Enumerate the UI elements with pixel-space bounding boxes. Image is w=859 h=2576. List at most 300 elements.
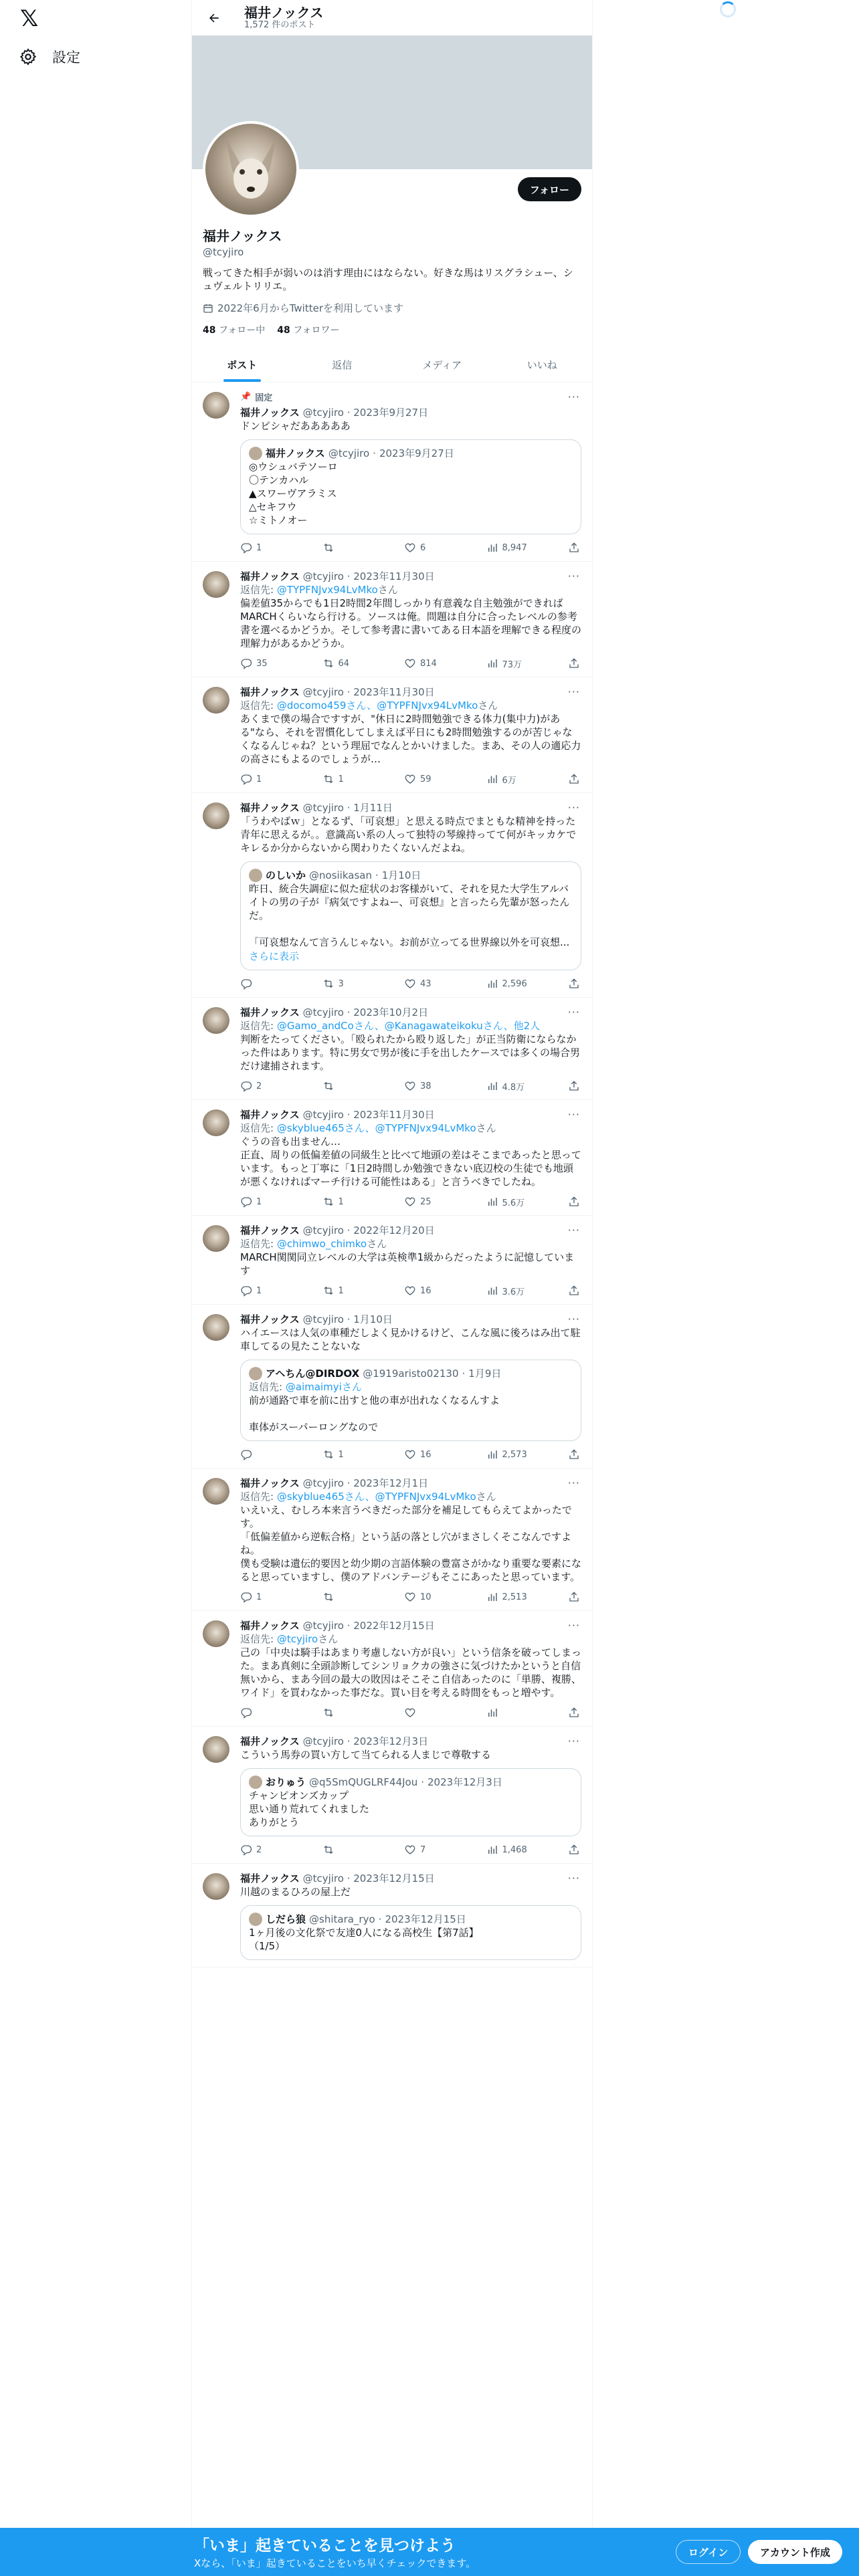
like-button[interactable] [404,1843,451,1856]
retweet-icon [322,773,335,785]
views-count: 4.8万 [502,1082,525,1093]
tweet-author-name[interactable]: 福井ノックス [240,1620,300,1632]
quoted-avatar [249,1913,262,1926]
retweet-button[interactable] [322,977,369,990]
reply-count: 1 [256,542,262,553]
rt-count: 1 [338,1449,344,1460]
rt-count: 1 [338,1196,344,1207]
follow-stats [203,323,581,336]
pin-icon: 📌 [240,392,252,402]
quoted-author-name: のしいか [266,869,306,881]
reply-to-line: 返信先: @docomo459さん、@TYPFNJvx94LvMkoさん [240,700,498,712]
share-button[interactable] [568,772,581,786]
share-icon [568,1707,580,1719]
banner-headline: 「いま」起きていることを見つけよう [194,2537,456,2555]
heart-icon [404,1707,416,1719]
retweet-icon [322,1080,335,1092]
tweet-avatar[interactable] [203,392,229,419]
views-chart-icon [486,657,498,669]
quoted-author-handle: @shitara_ryo [309,1913,375,1925]
more-options-icon[interactable]: ··· [567,1006,580,1018]
quoted-author-handle: @nosiikasan [309,869,372,881]
reply-count: 1 [256,1285,262,1296]
views-button[interactable] [486,1284,533,1297]
reply-button[interactable] [240,657,287,670]
views-chart-icon [486,1707,498,1719]
tweet-author-handle[interactable]: @tcyjiro [302,570,344,582]
more-options-icon[interactable]: ··· [567,1224,580,1237]
heart-icon [404,1080,416,1092]
views-count: 5.6万 [502,1198,525,1208]
reply-button[interactable] [240,1843,287,1856]
heart-icon [404,1196,416,1208]
share-button[interactable] [568,1284,581,1297]
share-button[interactable] [568,1195,581,1208]
quoted-reply-to: 返信先: @aimaimyiさん [249,1381,362,1393]
quoted-tweet[interactable] [240,439,581,534]
tweet-author-name[interactable]: 福井ノックス [240,570,300,582]
tweet-text: ぐうの音も出ません… 正直、周りの低偏差値の同級生と比べて地頭の差はそこまであったと思っています。もっと丁寧に「1日2時間しか勉強できない底辺校の生徒でも地頭が悪くなければマーチ行ける可能性はある」と言うべきでしたね。 [240,1136,581,1188]
tweet[interactable] [192,383,592,562]
like-button[interactable] [404,1284,451,1297]
reply-icon [240,1285,252,1297]
views-count: 3.6万 [502,1287,525,1297]
retweet-button[interactable] [322,541,369,554]
quoted-date: 1月9日 [468,1368,502,1380]
tweet-text: あくまで僕の場合ですすが、"休日に2時間勉強できる体力(集中力)がある"なら、それを習慣化してしまえば平日にも2時間勉強するのが苦じゃなくなるんじゃね？という理屈でなんとかいけました。まあ、その人の適応力の高さにもよるのでしょうが… [240,713,581,765]
more-options-icon[interactable]: ··· [567,1108,580,1121]
more-options-icon[interactable]: ··· [567,1735,580,1747]
retweet-icon [322,542,335,554]
tweet-avatar[interactable] [203,1736,229,1763]
reply-icon [240,657,252,669]
retweet-icon [322,1448,335,1461]
share-icon [568,978,580,990]
quoted-date: 2023年9月27日 [379,447,454,459]
more-options-icon[interactable]: ··· [567,1313,580,1325]
tweet-meta: 福井ノックス @tcyjiro · 1月11日 [240,802,393,814]
retweet-button[interactable] [322,657,369,670]
reply-count: 35 [256,658,268,669]
heart-icon [404,542,416,554]
like-button[interactable] [404,657,451,670]
tweet-author-name[interactable]: 福井ノックス [240,1477,300,1489]
tab-media[interactable]: メディア [422,358,462,371]
share-icon [568,1591,580,1603]
like-button[interactable] [404,1448,451,1461]
tweet-avatar[interactable] [203,1873,229,1900]
retweet-icon [322,978,335,990]
like-count: 43 [420,978,432,989]
tweet-avatar[interactable] [203,571,229,598]
quoted-date: 1月10日 [381,869,421,881]
tweet-date[interactable]: 2023年11月30日 [353,570,435,582]
retweet-icon [322,1285,335,1297]
quoted-tweet[interactable] [240,861,581,970]
share-icon [568,1080,580,1092]
like-button[interactable] [404,1590,451,1604]
tweet-actions [240,1706,581,1719]
like-button[interactable] [404,1195,451,1208]
like-button[interactable] [404,977,451,990]
tweet[interactable] [192,1305,592,1469]
quoted-author-name: 福井ノックス [266,447,325,459]
tweet-date[interactable]: 2023年12月1日 [353,1477,429,1489]
tweet-date[interactable]: 2023年12月15日 [353,1872,435,1885]
tweet-author-handle[interactable]: @tcyjiro [302,802,344,814]
share-icon [568,773,580,785]
reply-to-accounts[interactable]: @skyblue465さん、@TYPFNJvx94LvMko [276,1491,476,1503]
retweet-button[interactable] [322,1284,369,1297]
share-icon [568,1844,580,1856]
tweet-avatar[interactable] [203,1225,229,1252]
followers-link[interactable]: 48 フォロワー [277,325,340,336]
tweet-meta: 福井ノックス @tcyjiro · 2023年12月3日 [240,1735,429,1747]
share-button[interactable] [568,657,581,670]
tweet[interactable] [192,1727,592,1864]
share-button[interactable] [568,541,581,554]
reply-to-accounts[interactable]: @skyblue465さん、@TYPFNJvx94LvMko [276,1122,476,1134]
like-count: 7 [420,1844,426,1855]
tweet-author-handle[interactable]: @tcyjiro [302,1224,344,1237]
share-icon [568,657,580,669]
tweet-text: ドンピシャだあああああ [240,420,351,432]
quoted-avatar [249,447,262,460]
calendar-icon [203,303,213,314]
like-button[interactable] [404,541,451,554]
tweet-text: 己の「中央は騎手はあまり考慮しない方が良い」という信条を破ってしまった。まあ真剣に全頭診断してシンリョクカの強さに気づけたかというと自信無いから、まあ今回の最大の敗因はそこそこ自信あったのに「単勝、複勝、ワイド」を買わなかった事だな。買い目を考える時間をもっと増やす。 [240,1646,582,1699]
views-button[interactable] [486,977,533,990]
reply-to-accounts[interactable]: @chimwo_chimko [276,1238,367,1250]
tweet-avatar[interactable] [203,1620,229,1647]
views-chart-icon [486,978,498,990]
reply-button[interactable] [240,1448,287,1461]
views-count: 8,947 [502,542,527,553]
quoted-text: ◎ウシュバテソーロ 〇テンカハル ▲スワーヴアラミス △セキフウ ☆ミトノオー [249,461,338,526]
tweet-author-name[interactable]: 福井ノックス [240,1224,300,1237]
pinned-label: 📌 固定 [240,392,273,403]
reply-count: 2 [256,1081,262,1091]
tweet-actions [240,977,581,990]
reply-to-line: 返信先: @Gamo_andCoさん、@Kanagawateikokuさん、他2人 [240,1020,541,1032]
views-chart-icon [486,542,498,554]
tweet-author-handle[interactable]: @tcyjiro [302,1313,344,1325]
tweet-author-name[interactable]: 福井ノックス [240,686,300,698]
like-count: 6 [420,542,426,553]
reply-to-accounts[interactable]: @docomo459さん、@TYPFNJvx94LvMko [276,700,478,712]
header-name: 福井ノックス [244,4,324,21]
timeline [192,383,592,1967]
reply-count: 2 [256,1844,262,1855]
reply-count: 1 [256,1592,262,1602]
tweet-author-handle[interactable]: @tcyjiro [302,1109,344,1121]
tweet-author-name[interactable]: 福井ノックス [240,407,300,419]
views-button[interactable] [486,657,533,670]
tweet-author-handle[interactable]: @tcyjiro [302,1477,344,1489]
reply-icon [240,1591,252,1603]
retweet-icon [322,1591,335,1603]
tweet-author-name[interactable]: 福井ノックス [240,1006,300,1018]
quoted-tweet-header: 福井ノックス @tcyjiro · 2023年9月27日 [249,447,573,460]
views-button[interactable] [486,1590,533,1604]
tweet-author-handle[interactable]: @tcyjiro [302,1006,344,1018]
tweet-date[interactable]: 2023年9月27日 [353,407,429,419]
views-chart-icon [486,1448,498,1461]
tweet-date[interactable]: 2023年11月30日 [353,686,435,698]
tweet-meta: 福井ノックス @tcyjiro · 2022年12月15日 [240,1620,435,1632]
quoted-tweet-header: おりゅう @q5SmQUGLRF44Jou · 2023年12月3日 [249,1776,573,1789]
tweet-date[interactable]: 2022年12月20日 [353,1224,435,1237]
like-button[interactable] [404,1079,451,1093]
tweet-author-handle[interactable]: @tcyjiro [302,1872,344,1885]
like-count: 16 [420,1449,432,1460]
tweet-text: 偏差値35からでも1日2時間2年間しっかり有意義な自主勉強ができればMARCHくらいなら行ける。ソースは俺。問題は自分に合ったレベルの参考書を選べるかどうか。そして参考書に書いてある日本語を理解できる程度の理解力があるかどうか。 [240,597,582,649]
tweet-author-handle[interactable]: @tcyjiro [302,1735,344,1747]
tweet-actions [240,1590,581,1604]
tweet-author-name[interactable]: 福井ノックス [240,1313,300,1325]
retweet-button[interactable] [322,1448,369,1461]
quoted-date: 2023年12月3日 [427,1776,502,1788]
retweet-icon [322,1707,335,1719]
tab-replies[interactable]: 返信 [332,358,353,371]
rt-count: 1 [338,774,344,784]
like-count: 59 [420,774,432,784]
tweet-avatar[interactable] [203,1478,229,1505]
quoted-text: チャンピオンズカップ 思い通り荒れてくれました ありがとう [249,1790,370,1828]
tweet-text: いえいえ、むしろ本来言うべきだった部分を補足してもらえてよかったです。 「低偏差値から逆転合格」という話の落とし穴がまさしくそこなんですよね。 僕も受験は遺伝的要因と幼少期の言語体験の豊富さがかなり重要な要素になると思っていますし、僕のアドバンテージもそこにあったと思っています。 [240,1504,582,1583]
tweet-author-name[interactable]: 福井ノックス [240,802,300,814]
reply-to-line: 返信先: @skyblue465さん、@TYPFNJvx94LvMkoさん [240,1122,496,1134]
quoted-tweet[interactable] [240,1360,581,1441]
like-button[interactable] [404,772,451,786]
share-button[interactable] [568,1079,581,1093]
reply-to-accounts[interactable]: @TYPFNJvx94LvMko [276,584,378,596]
tweet-date[interactable]: 1月11日 [353,802,393,814]
quoted-avatar [249,1367,262,1380]
reply-icon [240,542,252,554]
tweet-author-name[interactable]: 福井ノックス [240,1872,300,1885]
retweet-icon [322,1844,335,1856]
share-icon [568,1285,580,1297]
tweet-date[interactable]: 2022年12月15日 [353,1620,435,1632]
quoted-author-name: おりゅう [266,1776,306,1788]
tweet-date[interactable]: 2023年10月2日 [353,1006,429,1018]
like-count: 38 [420,1081,432,1091]
retweet-button[interactable] [322,1706,369,1719]
settings-label: 設定 [52,49,80,66]
reply-to-line: 返信先: @tcyjiroさん [240,1633,339,1645]
quoted-avatar [249,869,262,882]
tweet[interactable] [192,793,592,998]
retweet-button[interactable] [322,772,369,786]
tweet-author-handle[interactable]: @tcyjiro [302,407,344,419]
views-count: 1,468 [502,1844,527,1855]
back-arrow-icon[interactable] [203,7,225,29]
tab-posts[interactable]: ポスト [192,347,292,382]
quoted-author-handle: @q5SmQUGLRF44Jou [309,1776,418,1788]
views-button[interactable] [486,1195,533,1208]
tweet[interactable] [192,1216,592,1305]
tweet-author-name[interactable]: 福井ノックス [240,1735,300,1747]
joined-text: 2022年6月からTwitterを利用しています [217,302,403,314]
reply-button[interactable] [240,772,287,786]
tweet[interactable] [192,562,592,677]
rt-count: 3 [338,978,344,989]
following-link[interactable]: 48 フォロー中 [203,325,266,336]
reply-icon [240,1080,252,1092]
views-chart-icon [486,1844,498,1856]
quoted-date: 2023年12月15日 [385,1913,466,1925]
tweet-avatar[interactable] [203,1314,229,1341]
tweet-author-handle[interactable]: @tcyjiro [302,686,344,698]
reply-icon [240,1844,252,1856]
settings-link[interactable] [19,47,80,67]
reply-icon [240,773,252,785]
quoted-avatar [249,1776,262,1789]
tweet-meta: 福井ノックス @tcyjiro · 2022年12月20日 [240,1224,435,1237]
tweet-avatar[interactable] [203,687,229,714]
views-button[interactable] [486,1079,533,1093]
reply-to-accounts[interactable]: @Gamo_andCoさん、@Kanagawateikokuさん、他2人 [276,1020,541,1032]
x-logo-icon[interactable]: 𝕏 [20,5,39,32]
tweet-avatar[interactable] [203,1109,229,1136]
tweet[interactable] [192,1611,592,1727]
heart-icon [404,657,416,669]
views-count: 73万 [502,659,522,670]
login-button[interactable]: ログイン [676,2540,741,2564]
more-options-icon[interactable]: ··· [567,1872,580,1885]
more-options-icon[interactable]: ··· [567,685,580,698]
share-button[interactable] [568,1590,581,1604]
signup-button[interactable]: アカウント作成 [748,2540,842,2564]
rt-count: 1 [338,1285,344,1296]
reply-to-line: 返信先: @skyblue465さん、@TYPFNJvx94LvMkoさん [240,1491,496,1503]
quoted-tweet-header: しだら狼 @shitara_ryo · 2023年12月15日 [249,1913,573,1926]
reply-to-accounts[interactable]: @tcyjiro [276,1633,318,1645]
share-button[interactable] [568,1843,581,1856]
heart-icon [404,978,416,990]
reply-button[interactable] [240,541,287,554]
heart-icon [404,773,416,785]
quoted-tweet[interactable] [240,1768,581,1836]
joined-date [203,301,581,315]
tweet[interactable] [192,1100,592,1216]
heart-icon [404,1285,416,1297]
views-button[interactable] [486,772,533,786]
tab-likes[interactable]: いいね [527,358,557,371]
quoted-author-name: しだら狼 [266,1913,306,1925]
more-options-icon[interactable]: ··· [567,1619,580,1632]
tweet[interactable] [192,998,592,1100]
share-button[interactable] [568,1448,581,1461]
tweet-avatar[interactable] [203,802,229,829]
tweet-meta: 福井ノックス @tcyjiro · 2023年12月1日 [240,1477,429,1489]
share-button[interactable] [568,1706,581,1719]
tweet-date[interactable]: 2023年12月3日 [353,1735,429,1747]
tweet-avatar[interactable] [203,1007,229,1034]
tweet-text: こういう馬券の買い方して当てられる人まじで尊敬する [240,1749,492,1761]
like-count: 16 [420,1285,432,1296]
quoted-tweet-header: のしいか @nosiikasan · 1月10日 [249,869,573,882]
views-chart-icon [486,1285,498,1297]
reply-button[interactable] [240,1284,287,1297]
tweet-date[interactable]: 2023年11月30日 [353,1109,435,1121]
views-button[interactable] [486,1706,533,1719]
tweet[interactable] [192,1469,592,1611]
tweet-actions [240,1448,581,1461]
signup-banner [0,2528,859,2576]
more-options-icon[interactable]: ··· [567,570,580,582]
tweet-actions [240,657,581,670]
like-button[interactable] [404,1706,451,1719]
tweet-meta: 福井ノックス @tcyjiro · 2023年11月30日 [240,570,435,582]
reply-button[interactable] [240,1590,287,1604]
header-post-count: 1,572 件のポスト [244,19,316,30]
retweet-button[interactable] [322,1195,369,1208]
reply-icon [240,1196,252,1208]
tweet-text: 川越のまるひろの屋上だ [240,1886,351,1898]
views-button[interactable] [486,1448,533,1461]
tweet[interactable] [192,1864,592,1967]
profile-column [191,0,593,2576]
tweet-text: 判断をたってください。「殴られたから殴り返した」が正当防衛にならなかった件はあります。特に男女で男が後に手を出したケースでは多くの場合男だけ逮捕されます。 [240,1033,581,1072]
quoted-text: 前が通路で車を前に出すと他の車が出れなくなるんすよ 車体がスーパーロングなので [249,1394,500,1433]
tweet[interactable] [192,677,592,793]
tweet-actions [240,1284,581,1297]
tweet-author-handle[interactable]: @tcyjiro [302,1620,344,1632]
more-options-icon[interactable]: ··· [567,801,580,814]
views-button[interactable] [486,541,533,554]
reply-button[interactable] [240,977,287,990]
tweet-meta: 福井ノックス @tcyjiro · 2023年10月2日 [240,1006,429,1018]
profile-header-bar [192,0,592,35]
reply-icon [240,978,252,990]
views-button[interactable] [486,1843,533,1856]
quoted-author-handle: @tcyjiro [328,447,370,459]
views-chart-icon [486,1196,498,1208]
views-count: 2,573 [502,1449,527,1460]
views-count: 2,596 [502,978,527,989]
quoted-tweet[interactable] [240,1905,581,1960]
retweet-button[interactable] [322,1079,369,1093]
more-options-icon[interactable]: ··· [567,1477,580,1489]
profile-info [192,169,592,336]
reply-button[interactable] [240,1706,287,1719]
views-chart-icon [486,1080,498,1092]
tweet-actions [240,1843,581,1856]
tweet-text: ハイエースは人気の車種だしよく見かけるけど、こんな風に後ろはみ出て駐車してるの見たことないな [240,1327,581,1352]
tweet-meta: 福井ノックス @tcyjiro · 2023年9月27日 [240,407,429,419]
tweet-actions [240,772,581,786]
heart-icon [404,1844,416,1856]
tweet-author-name[interactable]: 福井ノックス [240,1109,300,1121]
more-options-icon[interactable]: ··· [567,391,580,403]
reply-count: 1 [256,1196,262,1207]
share-button[interactable] [568,977,581,990]
reply-button[interactable] [240,1079,287,1093]
reply-count: 1 [256,774,262,784]
profile-avatar[interactable] [203,121,299,217]
retweet-button[interactable] [322,1843,369,1856]
profile-bio: 戦ってきた相手が弱いのは消す理由にはならない。好きな馬はリスグラシュー、シュヴェルトリリエ。 [203,267,573,292]
views-count: 2,513 [502,1592,527,1602]
show-more-link[interactable]: さらに表示 [249,950,300,962]
like-count: 814 [420,658,437,669]
reply-button[interactable] [240,1195,287,1208]
retweet-button[interactable] [322,1590,369,1604]
follow-button[interactable]: フォロー [518,177,581,201]
tweet-date[interactable]: 1月10日 [353,1313,393,1325]
